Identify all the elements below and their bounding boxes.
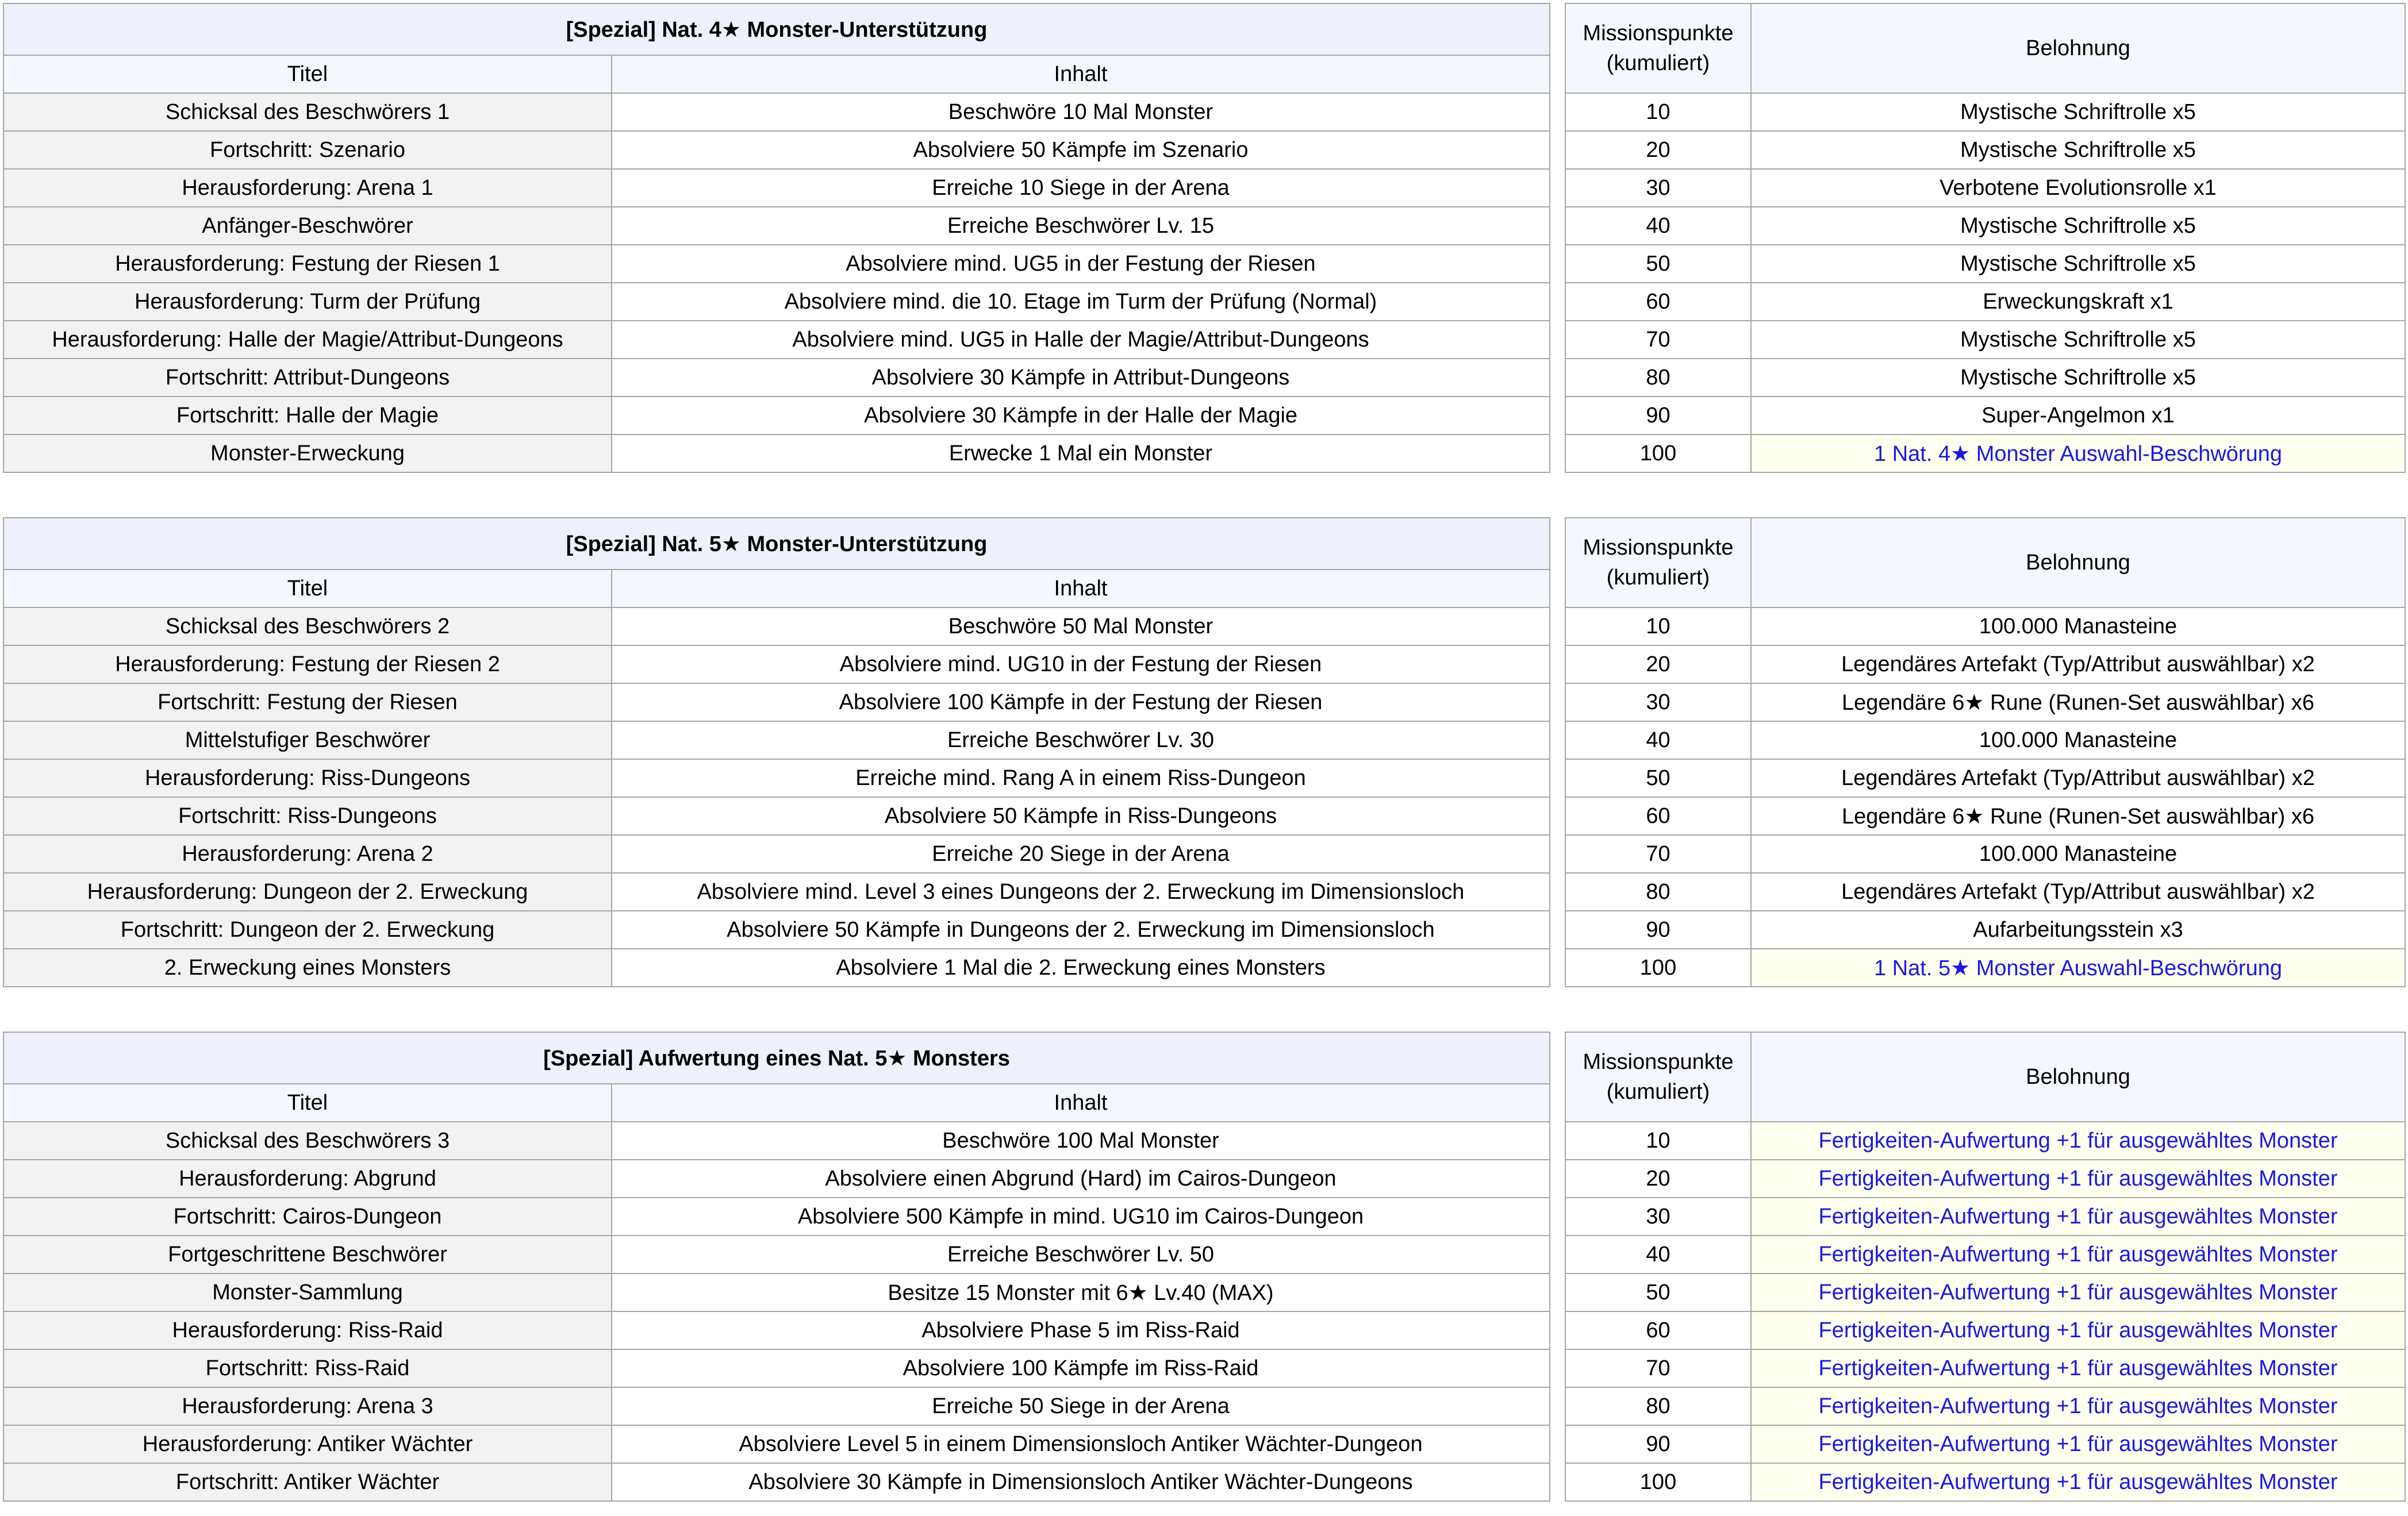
- mission-points: 20: [1565, 645, 1751, 683]
- mission-content: Absolviere Phase 5 im Riss-Raid: [612, 1311, 1550, 1349]
- mission-content: Absolviere 50 Kämpfe in Riss-Dungeons: [612, 797, 1550, 835]
- mission-table: [3, 517, 1550, 987]
- mission-points: 70: [1565, 835, 1751, 873]
- table-row: [1565, 1311, 2405, 1349]
- points-header-line2: (kumuliert): [1606, 565, 1710, 590]
- column-header-points: [1565, 3, 1751, 93]
- mission-points: 100: [1565, 1463, 1751, 1501]
- table-row: [3, 1387, 1550, 1425]
- table-row: [1565, 607, 2405, 645]
- table-row: [3, 245, 1550, 283]
- mission-points: 40: [1565, 207, 1751, 245]
- table-row: [1565, 1122, 2405, 1160]
- mission-points: 100: [1565, 434, 1751, 472]
- mission-points: 60: [1565, 283, 1751, 321]
- table-row: [3, 169, 1550, 207]
- reward-link[interactable]: Fertigkeiten-Aufwertung +1 für ausgewähltes Monster: [1751, 1425, 2405, 1463]
- column-header-content: Inhalt: [612, 1084, 1550, 1122]
- column-header-title: Titel: [3, 570, 612, 607]
- mission-content: Absolviere 30 Kämpfe in Dimensionsloch Antiker Wächter-Dungeons: [612, 1463, 1550, 1501]
- table-row: [3, 207, 1550, 245]
- mission-points: 90: [1565, 1425, 1751, 1463]
- reward-text: Legendäre 6★ Rune (Runen-Set auswählbar) x6: [1751, 683, 2405, 721]
- mission-points: 10: [1565, 607, 1751, 645]
- table-row: [3, 721, 1550, 759]
- table-row: [1565, 645, 2405, 683]
- mission-title: Anfänger-Beschwörer: [3, 207, 612, 245]
- points-header-line1: Missionspunkte: [1583, 1050, 1734, 1074]
- mission-points: 20: [1565, 131, 1751, 169]
- mission-content: Erwecke 1 Mal ein Monster: [612, 434, 1550, 472]
- table-row: [1565, 873, 2405, 911]
- reward-text: Erweckungskraft x1: [1751, 283, 2405, 321]
- mission-content: Erreiche Beschwörer Lv. 50: [612, 1236, 1550, 1273]
- table-row: [1565, 759, 2405, 797]
- mission-content: Beschwöre 10 Mal Monster: [612, 93, 1550, 131]
- table-row: [1565, 1236, 2405, 1273]
- reward-link[interactable]: Fertigkeiten-Aufwertung +1 für ausgewähltes Monster: [1751, 1387, 2405, 1425]
- table-row: [1565, 1425, 2405, 1463]
- mission-title: Fortschritt: Szenario: [3, 131, 612, 169]
- table-row: [1565, 835, 2405, 873]
- mission-title: Fortschritt: Riss-Raid: [3, 1349, 612, 1387]
- points-header-line1: Missionspunkte: [1583, 536, 1734, 560]
- reward-link[interactable]: 1 Nat. 4★ Monster Auswahl-Beschwörung: [1751, 434, 2405, 472]
- mission-title: Fortschritt: Riss-Dungeons: [3, 797, 612, 835]
- mission-content: Absolviere einen Abgrund (Hard) im Cairos-Dungeon: [612, 1160, 1550, 1198]
- table-row: [1565, 1349, 2405, 1387]
- reward-link[interactable]: 1 Nat. 5★ Monster Auswahl-Beschwörung: [1751, 949, 2405, 987]
- table-row: [3, 397, 1550, 434]
- reward-text: 100.000 Manasteine: [1751, 835, 2405, 873]
- mission-content: Absolviere mind. UG5 in der Festung der Riesen: [612, 245, 1550, 283]
- table-row: [3, 911, 1550, 949]
- table-row: [1565, 245, 2405, 283]
- reward-text: Aufarbeitungsstein x3: [1751, 911, 2405, 949]
- table-row: [3, 131, 1550, 169]
- mission-points: 10: [1565, 1122, 1751, 1160]
- mission-title: Schicksal des Beschwörers 2: [3, 607, 612, 645]
- mission-content: Absolviere mind. die 10. Etage im Turm der Prüfung (Normal): [612, 283, 1550, 321]
- table-row: [1565, 321, 2405, 359]
- column-header-reward: Belohnung: [1751, 518, 2405, 607]
- table-row: [3, 321, 1550, 359]
- mission-points: 40: [1565, 1236, 1751, 1273]
- section-title: [Spezial] Aufwertung eines Nat. 5★ Monsters: [3, 1032, 1550, 1084]
- reward-link[interactable]: Fertigkeiten-Aufwertung +1 für ausgewähltes Monster: [1751, 1236, 2405, 1273]
- table-row: [1565, 911, 2405, 949]
- table-row: [3, 1349, 1550, 1387]
- reward-text: Legendäre 6★ Rune (Runen-Set auswählbar) x6: [1751, 797, 2405, 835]
- table-row: [1565, 1198, 2405, 1236]
- column-header-points: [1565, 1032, 1751, 1122]
- column-header-title: Titel: [3, 1084, 612, 1122]
- mission-title: Mittelstufiger Beschwörer: [3, 721, 612, 759]
- mission-points: 90: [1565, 911, 1751, 949]
- table-row: [3, 835, 1550, 873]
- mission-title: Herausforderung: Festung der Riesen 1: [3, 245, 612, 283]
- mission-title: Herausforderung: Turm der Prüfung: [3, 283, 612, 321]
- mission-title: Fortschritt: Cairos-Dungeon: [3, 1198, 612, 1236]
- reward-text: 100.000 Manasteine: [1751, 721, 2405, 759]
- mission-content: Absolviere 30 Kämpfe in der Halle der Magie: [612, 397, 1550, 434]
- mission-points: 80: [1565, 359, 1751, 397]
- table-row: [3, 1236, 1550, 1273]
- table-row: [1565, 207, 2405, 245]
- mission-title: Fortschritt: Festung der Riesen: [3, 683, 612, 721]
- mission-title: Herausforderung: Arena 1: [3, 169, 612, 207]
- table-row: [3, 359, 1550, 397]
- table-row: [1565, 1463, 2405, 1501]
- mission-points: 40: [1565, 721, 1751, 759]
- table-row: [3, 1311, 1550, 1349]
- table-row: [3, 1198, 1550, 1236]
- reward-text: Super-Angelmon x1: [1751, 397, 2405, 434]
- mission-content: Absolviere mind. UG5 in Halle der Magie/Attribut-Dungeons: [612, 321, 1550, 359]
- reward-text: Mystische Schriftrolle x5: [1751, 359, 2405, 397]
- reward-link[interactable]: Fertigkeiten-Aufwertung +1 für ausgewähltes Monster: [1751, 1463, 2405, 1501]
- mission-points: 70: [1565, 1349, 1751, 1387]
- reward-table: [1565, 517, 2406, 987]
- column-header-reward: Belohnung: [1751, 1032, 2405, 1122]
- table-row: [3, 797, 1550, 835]
- mission-title: Fortschritt: Antiker Wächter: [3, 1463, 612, 1501]
- section-title: [Spezial] Nat. 5★ Monster-Unterstützung: [3, 518, 1550, 570]
- table-row: [3, 607, 1550, 645]
- mission-content: Absolviere 30 Kämpfe in Attribut-Dungeons: [612, 359, 1550, 397]
- column-header-reward: Belohnung: [1751, 3, 2405, 93]
- mission-content: Besitze 15 Monster mit 6★ Lv.40 (MAX): [612, 1273, 1550, 1311]
- table-row: [1565, 434, 2405, 472]
- points-header-line2: (kumuliert): [1606, 1080, 1710, 1104]
- table-row: [3, 949, 1550, 987]
- mission-content: Erreiche 50 Siege in der Arena: [612, 1387, 1550, 1425]
- table-row: [3, 434, 1550, 472]
- reward-text: 100.000 Manasteine: [1751, 607, 2405, 645]
- mission-points: 90: [1565, 397, 1751, 434]
- mission-points: 60: [1565, 797, 1751, 835]
- reward-link[interactable]: Fertigkeiten-Aufwertung +1 für ausgewähltes Monster: [1751, 1311, 2405, 1349]
- table-row: [3, 1273, 1550, 1311]
- table-row: [1565, 797, 2405, 835]
- mission-content: Absolviere 500 Kämpfe in mind. UG10 im Cairos-Dungeon: [612, 1198, 1550, 1236]
- mission-content: Absolviere 100 Kämpfe in der Festung der Riesen: [612, 683, 1550, 721]
- mission-title: Schicksal des Beschwörers 1: [3, 93, 612, 131]
- reward-link[interactable]: Fertigkeiten-Aufwertung +1 für ausgewähltes Monster: [1751, 1160, 2405, 1198]
- mission-points: 30: [1565, 683, 1751, 721]
- reward-text: Mystische Schriftrolle x5: [1751, 245, 2405, 283]
- mission-points: 30: [1565, 1198, 1751, 1236]
- reward-table: [1565, 3, 2406, 473]
- table-row: [3, 873, 1550, 911]
- table-row: [1565, 283, 2405, 321]
- mission-table: [3, 3, 1550, 473]
- column-header-content: Inhalt: [612, 570, 1550, 607]
- table-row: [1565, 397, 2405, 434]
- mission-title: Herausforderung: Abgrund: [3, 1160, 612, 1198]
- mission-title: Fortschritt: Dungeon der 2. Erweckung: [3, 911, 612, 949]
- table-row: [3, 1122, 1550, 1160]
- table-row: [3, 645, 1550, 683]
- mission-content: Absolviere 1 Mal die 2. Erweckung eines Monsters: [612, 949, 1550, 987]
- column-header-points: [1565, 518, 1751, 607]
- column-header-title: Titel: [3, 55, 612, 93]
- mission-content: Erreiche 10 Siege in der Arena: [612, 169, 1550, 207]
- points-header-line2: (kumuliert): [1606, 51, 1710, 75]
- mission-points: 50: [1565, 1273, 1751, 1311]
- mission-title: Herausforderung: Dungeon der 2. Erweckung: [3, 873, 612, 911]
- table-row: [1565, 131, 2405, 169]
- reward-table: [1565, 1032, 2406, 1502]
- mission-content: Beschwöre 100 Mal Monster: [612, 1122, 1550, 1160]
- mission-title: Herausforderung: Arena 3: [3, 1387, 612, 1425]
- mission-title: Herausforderung: Antiker Wächter: [3, 1425, 612, 1463]
- mission-title: Monster-Sammlung: [3, 1273, 612, 1311]
- table-row: [3, 683, 1550, 721]
- table-row: [1565, 721, 2405, 759]
- table-row: [1565, 949, 2405, 987]
- table-row: [1565, 1387, 2405, 1425]
- mission-content: Absolviere 50 Kämpfe im Szenario: [612, 131, 1550, 169]
- mission-points: 100: [1565, 949, 1751, 987]
- table-row: [1565, 93, 2405, 131]
- reward-link[interactable]: Fertigkeiten-Aufwertung +1 für ausgewähltes Monster: [1751, 1349, 2405, 1387]
- reward-text: Legendäres Artefakt (Typ/Attribut auswählbar) x2: [1751, 759, 2405, 797]
- table-row: [1565, 169, 2405, 207]
- reward-link[interactable]: Fertigkeiten-Aufwertung +1 für ausgewähltes Monster: [1751, 1198, 2405, 1236]
- table-row: [1565, 1160, 2405, 1198]
- points-header-line1: Missionspunkte: [1583, 21, 1734, 45]
- mission-points: 80: [1565, 1387, 1751, 1425]
- mission-title: Herausforderung: Festung der Riesen 2: [3, 645, 612, 683]
- reward-text: Mystische Schriftrolle x5: [1751, 207, 2405, 245]
- mission-content: Absolviere 50 Kämpfe in Dungeons der 2. Erweckung im Dimensionsloch: [612, 911, 1550, 949]
- mission-points: 60: [1565, 1311, 1751, 1349]
- mission-title: Monster-Erweckung: [3, 434, 612, 472]
- mission-content: Absolviere mind. UG10 in der Festung der Riesen: [612, 645, 1550, 683]
- section-title: [Spezial] Nat. 4★ Monster-Unterstützung: [3, 3, 1550, 55]
- mission-points: 70: [1565, 321, 1751, 359]
- reward-text: Legendäres Artefakt (Typ/Attribut auswählbar) x2: [1751, 645, 2405, 683]
- reward-text: Mystische Schriftrolle x5: [1751, 321, 2405, 359]
- reward-text: Verbotene Evolutionsrolle x1: [1751, 169, 2405, 207]
- table-row: [1565, 1273, 2405, 1311]
- mission-content: Absolviere 100 Kämpfe im Riss-Raid: [612, 1349, 1550, 1387]
- mission-title: Fortschritt: Halle der Magie: [3, 397, 612, 434]
- column-header-content: Inhalt: [612, 55, 1550, 93]
- mission-content: Absolviere mind. Level 3 eines Dungeons der 2. Erweckung im Dimensionsloch: [612, 873, 1550, 911]
- mission-title: Herausforderung: Arena 2: [3, 835, 612, 873]
- mission-title: 2. Erweckung eines Monsters: [3, 949, 612, 987]
- mission-content: Absolviere Level 5 in einem Dimensionsloch Antiker Wächter-Dungeon: [612, 1425, 1550, 1463]
- mission-points: 80: [1565, 873, 1751, 911]
- table-row: [1565, 683, 2405, 721]
- mission-points: 50: [1565, 245, 1751, 283]
- mission-points: 10: [1565, 93, 1751, 131]
- reward-text: Legendäres Artefakt (Typ/Attribut auswählbar) x2: [1751, 873, 2405, 911]
- mission-content: Erreiche Beschwörer Lv. 15: [612, 207, 1550, 245]
- mission-content: Erreiche 20 Siege in der Arena: [612, 835, 1550, 873]
- mission-table: [3, 1032, 1550, 1502]
- table-row: [3, 283, 1550, 321]
- reward-link[interactable]: Fertigkeiten-Aufwertung +1 für ausgewähltes Monster: [1751, 1273, 2405, 1311]
- mission-points: 50: [1565, 759, 1751, 797]
- mission-title: Herausforderung: Halle der Magie/Attribut-Dungeons: [3, 321, 612, 359]
- table-row: [3, 93, 1550, 131]
- mission-content: Erreiche mind. Rang A in einem Riss-Dungeon: [612, 759, 1550, 797]
- reward-text: Mystische Schriftrolle x5: [1751, 93, 2405, 131]
- table-row: [3, 1425, 1550, 1463]
- mission-title: Schicksal des Beschwörers 3: [3, 1122, 612, 1160]
- table-row: [3, 1160, 1550, 1198]
- mission-points: 20: [1565, 1160, 1751, 1198]
- mission-title: Fortgeschrittene Beschwörer: [3, 1236, 612, 1273]
- mission-content: Beschwöre 50 Mal Monster: [612, 607, 1550, 645]
- reward-text: Mystische Schriftrolle x5: [1751, 131, 2405, 169]
- mission-points: 30: [1565, 169, 1751, 207]
- table-row: [3, 759, 1550, 797]
- mission-title: Herausforderung: Riss-Dungeons: [3, 759, 612, 797]
- reward-link[interactable]: Fertigkeiten-Aufwertung +1 für ausgewähltes Monster: [1751, 1122, 2405, 1160]
- mission-content: Erreiche Beschwörer Lv. 30: [612, 721, 1550, 759]
- mission-title: Fortschritt: Attribut-Dungeons: [3, 359, 612, 397]
- mission-title: Herausforderung: Riss-Raid: [3, 1311, 612, 1349]
- table-row: [3, 1463, 1550, 1501]
- table-row: [1565, 359, 2405, 397]
